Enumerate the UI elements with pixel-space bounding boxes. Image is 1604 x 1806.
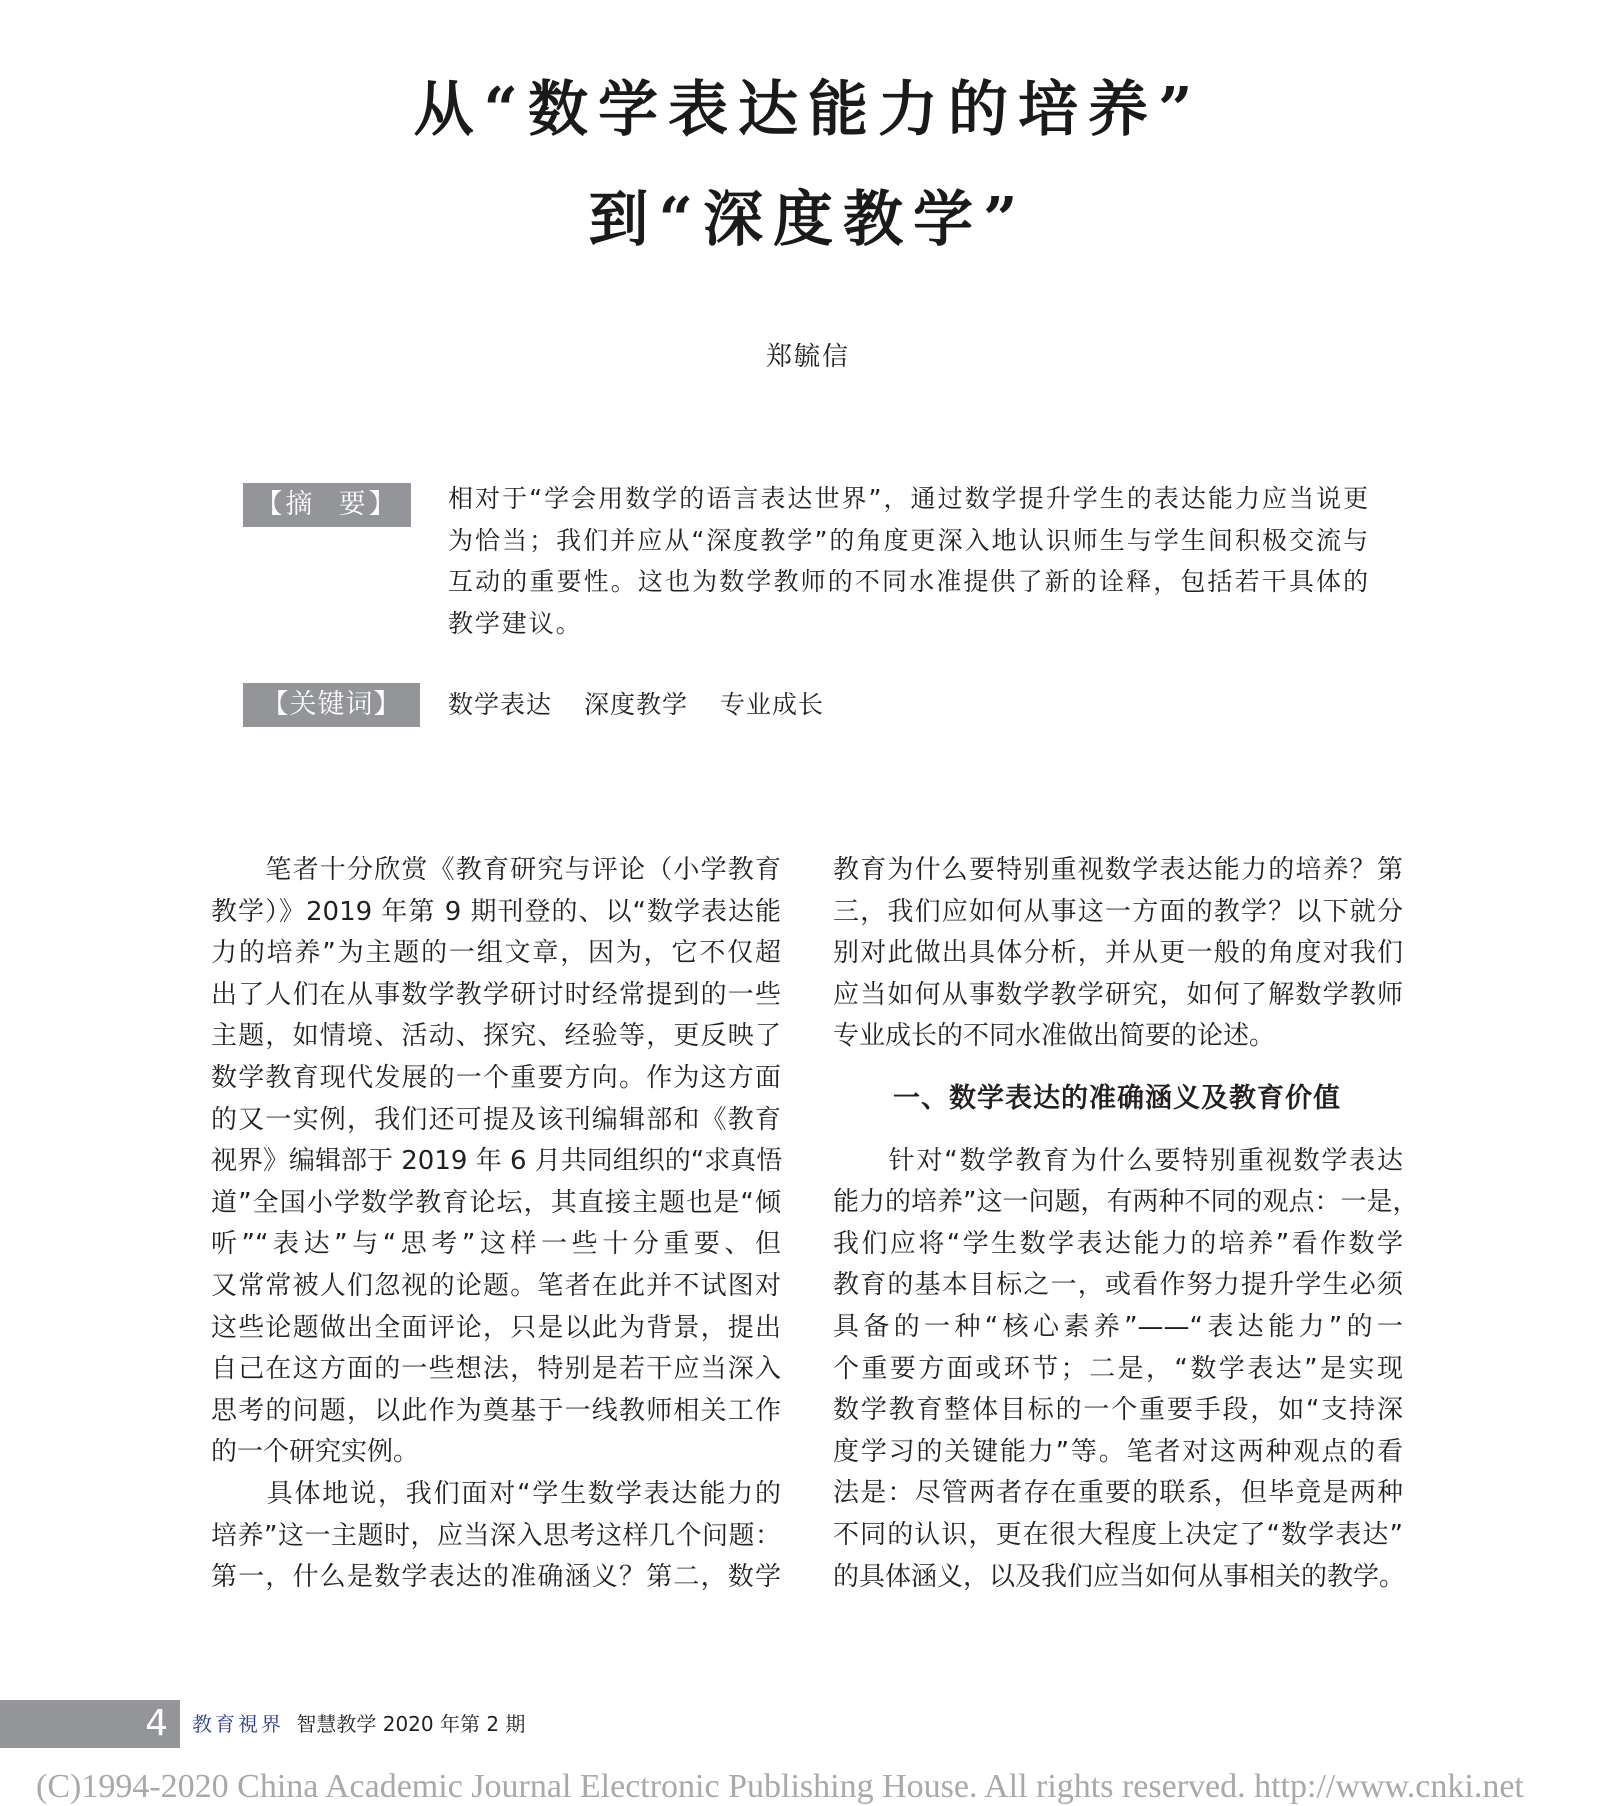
journal-issue: 智慧教学 2020 年第 2 期 [296, 1712, 526, 1736]
text-line: 具备的一种“核心素养”——“表达能力”的一 [833, 1311, 1403, 1342]
text-line: 数学教育现代发展的一个重要方向。作为这方面 [211, 1062, 781, 1093]
page-number-bar [0, 1700, 180, 1748]
text-line: 笔者十分欣赏《教育研究与评论（小学教育 [211, 855, 781, 885]
text-line: 培养”这一主题时，应当深入思考这样几个问题： [211, 1520, 781, 1551]
text-line: 的具体涵义，以及我们应当如何从事相关的教学。 [833, 1561, 1406, 1592]
right-column-intro [833, 850, 1403, 1058]
text-line: 这些论题做出全面评论，只是以此为背景，提出 [211, 1312, 781, 1343]
page-number: 4 [145, 1703, 168, 1744]
text-line: 个重要方面或环节；二是，“数学表达”是实现 [833, 1353, 1403, 1384]
text-line: 度学习的关键能力”等。笔者对这两种观点的看 [833, 1436, 1403, 1467]
text-line: 数学教育整体目标的一个重要手段，如“支持深 [833, 1395, 1403, 1426]
text-line: 具体地说，我们面对“学生数学表达能力的 [211, 1478, 781, 1509]
text-line: 的又一实例，我们还可提及该刊编辑部和《教育 [211, 1104, 781, 1135]
text-line: 三，我们应如何从事这一方面的教学？以下就分 [833, 896, 1403, 927]
text-line: 应当如何从事数学教学研究，如何了解数学教师 [833, 979, 1403, 1010]
text-line: 自己在这方面的一些想法，特别是若干应当深入 [211, 1354, 781, 1385]
text-line: 视界》编辑部于 2019 年 6 月共同组织的“求真悟 [211, 1146, 783, 1177]
journal-footer [192, 1700, 525, 1748]
right-column-section-text [833, 1141, 1419, 1599]
journal-logo: 教育視界 [192, 1712, 284, 1736]
text-line: 力的培养”为主题的一组文章，因为，它不仅超 [211, 938, 781, 969]
article-title-line-2: 到“深度教学” [588, 185, 1028, 255]
text-line: 思考的问题，以此作为奠基于一线教师相关工作 [211, 1395, 781, 1426]
author-name: 郑毓信 [765, 342, 850, 372]
keywords-list [448, 683, 824, 727]
text-line: 法是：尽管两者存在重要的联系，但毕竟是两种 [833, 1478, 1403, 1509]
text-line: 又常常被人们忽视的论题。笔者在此并不试图对 [211, 1270, 781, 1301]
text-line: 教育为什么要特别重视数学表达能力的培养？第 [833, 855, 1403, 885]
text-line: 针对“数学教育为什么要特别重视数学表达 [833, 1145, 1403, 1176]
text-line: 主题，如情境、活动、探究、经验等，更反映了 [211, 1021, 781, 1052]
abstract-text: 相对于“学会用数学的语言表达世界”，通过数学提升学生的表达能力应当说更为恰当；我们并应从“深度教学”的角度更深入地认识师生与学生间积极交流与互动的重要性。这也为数学教师的不同水准提供了新的诠释，包括若干具体的教学建议。 [448, 484, 1370, 638]
article-title-line-1: 从“数学表达能力的培养” [413, 75, 1203, 145]
copyright-notice: (C)1994-2020 China Academic Journal Electronic Publishing House. All rights reserved. http://www.cnki.net [36, 1768, 1524, 1805]
text-line: 教育的基本目标之一，或看作努力提升学生必须 [833, 1270, 1403, 1301]
text-line: 我们应将“学生数学表达能力的培养”看作数学 [833, 1228, 1403, 1259]
section-heading: 一、数学表达的准确涵义及教育价值 [893, 1082, 1341, 1114]
text-line: 道”全国小学数学教育论坛，其直接主题也是“倾 [211, 1187, 781, 1218]
abstract-label: 【摘 要】 [243, 483, 411, 527]
text-line: 教学）》2019 年第 9 期刊登的、以“数学表达能 [211, 896, 781, 927]
text-line: 第一，什么是数学表达的准确涵义？第二，数学 [211, 1562, 781, 1593]
body-left-column [211, 850, 781, 1599]
text-line: 不同的认识，更在很大程度上决定了“数学表达” [833, 1519, 1403, 1550]
keywords-label: 【关键词】 [243, 683, 420, 727]
text-line: 别对此做出具体分析，并从更一般的角度对我们 [833, 938, 1403, 969]
text-line: 听”“表达”与“思考”这样一些十分重要、但 [211, 1229, 781, 1260]
text-line: 出了人们在从事数学教学研讨时经常提到的一些 [211, 979, 781, 1010]
text-line: 的一个研究实例。 [211, 1437, 420, 1468]
text-line: 能力的培养”这一问题，有两种不同的观点：一是， [833, 1187, 1419, 1218]
keyword: 数学表达 [448, 690, 553, 719]
keyword: 深度教学 [584, 690, 689, 719]
keyword: 专业成长 [720, 690, 825, 719]
text-line: 专业成长的不同水准做出简要的论述。 [833, 1021, 1276, 1052]
body-right-column [833, 850, 1419, 1598]
